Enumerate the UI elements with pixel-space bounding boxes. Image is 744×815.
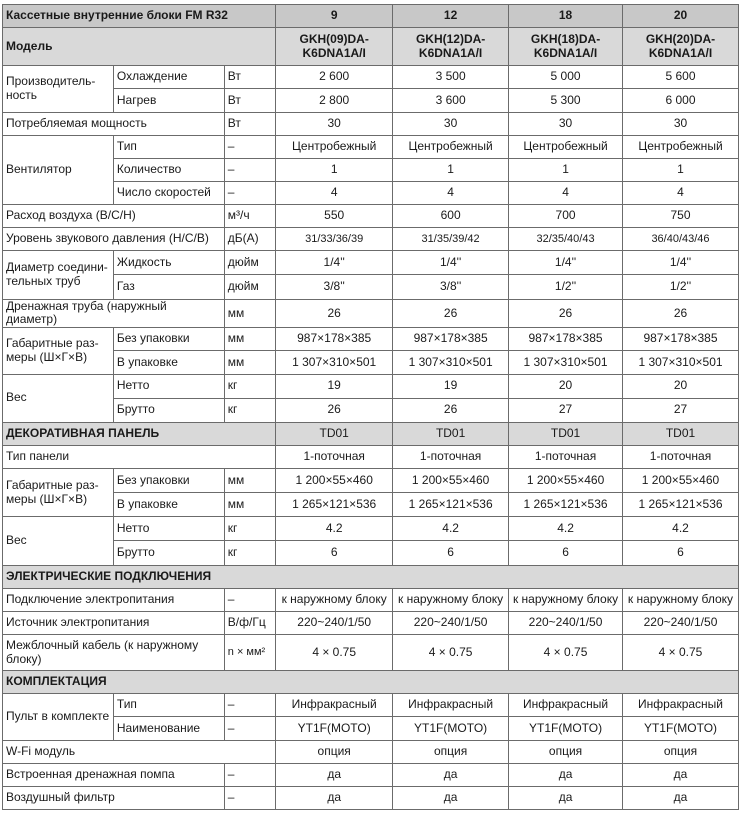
table-row bbox=[3, 717, 739, 740]
cell-value: 1/4'' bbox=[393, 251, 509, 275]
model-value: GKH(18)DA-K6DNA1A/I bbox=[509, 28, 623, 66]
cell-value: 4 × 0.75 bbox=[276, 634, 393, 670]
cell-value: Центробежный bbox=[393, 135, 509, 158]
row-label: Тип bbox=[113, 694, 224, 717]
row-unit: n × мм² bbox=[224, 634, 275, 670]
cell-value: 26 bbox=[276, 398, 393, 422]
cell-value: к наружному блоку bbox=[276, 588, 393, 611]
row-unit: м³/ч bbox=[224, 205, 275, 228]
cell-value: 1 bbox=[509, 158, 623, 181]
cell-value: 220~240/1/50 bbox=[393, 611, 509, 634]
cell-value: 1-поточная bbox=[276, 445, 393, 468]
section-title: КОМПЛЕКТАЦИЯ bbox=[3, 671, 739, 694]
cell-value: 1-поточная bbox=[393, 445, 509, 468]
row-unit: мм bbox=[224, 299, 275, 328]
row-label: Тип панели bbox=[3, 445, 276, 468]
row-unit: – bbox=[224, 763, 275, 786]
cell-value: 1 200×55×460 bbox=[623, 469, 739, 493]
section-row bbox=[3, 565, 739, 588]
cell-value: к наружному блоку bbox=[623, 588, 739, 611]
row-label: Потребляемая мощность bbox=[3, 112, 225, 135]
row-label: Без упаковки bbox=[113, 469, 224, 493]
col-header: 9 bbox=[276, 5, 393, 28]
cell-value: 600 bbox=[393, 205, 509, 228]
cell-value: 19 bbox=[276, 374, 393, 398]
row-label: Нетто bbox=[113, 517, 224, 541]
table-title: Кассетные внутренние блоки FM R32 bbox=[3, 5, 276, 28]
cell-value: 26 bbox=[623, 299, 739, 328]
cell-value: Центробежный bbox=[623, 135, 739, 158]
cell-value: 4.2 bbox=[276, 517, 393, 541]
row-unit: дБ(А) bbox=[224, 228, 275, 251]
cell-value: 550 bbox=[276, 205, 393, 228]
row-label: Расход воздуха (В/С/Н) bbox=[3, 205, 225, 228]
cell-value: YT1F(MOTO) bbox=[623, 717, 739, 740]
cell-value: 220~240/1/50 bbox=[623, 611, 739, 634]
table-row bbox=[3, 328, 739, 351]
cell-value: 4.2 bbox=[393, 517, 509, 541]
section-title: ЭЛЕКТРИЧЕСКИЕ ПОДКЛЮЧЕНИЯ bbox=[3, 565, 739, 588]
cell-value: 6 000 bbox=[623, 89, 739, 112]
cell-value: 4 bbox=[393, 181, 509, 204]
table-row bbox=[3, 275, 739, 299]
table-row bbox=[3, 205, 739, 228]
model-label: Модель bbox=[3, 28, 276, 66]
cell-value: 1 200×55×460 bbox=[276, 469, 393, 493]
row-unit: кг bbox=[224, 517, 275, 541]
cell-value: да bbox=[276, 786, 393, 809]
cell-value: 1 200×55×460 bbox=[393, 469, 509, 493]
cell-value: 3 600 bbox=[393, 89, 509, 112]
cell-value: 3/8'' bbox=[393, 275, 509, 299]
cell-value: 26 bbox=[393, 299, 509, 328]
section-row bbox=[3, 422, 739, 445]
cell-value: YT1F(MOTO) bbox=[276, 717, 393, 740]
table-row bbox=[3, 135, 739, 158]
header-row bbox=[3, 5, 739, 28]
row-label: Тип bbox=[113, 135, 224, 158]
cell-value: 6 bbox=[509, 541, 623, 565]
cell-value: 36/40/43/46 bbox=[623, 228, 739, 251]
cell-value: опция bbox=[393, 740, 509, 763]
row-label: Газ bbox=[113, 275, 224, 299]
row-label: Источник электропитания bbox=[3, 611, 225, 634]
table-row bbox=[3, 251, 739, 275]
table-row bbox=[3, 112, 739, 135]
table-row bbox=[3, 493, 739, 517]
table-row bbox=[3, 763, 739, 786]
cell-value: 31/33/36/39 bbox=[276, 228, 393, 251]
cell-value: 1 265×121×536 bbox=[393, 493, 509, 517]
row-group-label: Пульт в комплекте bbox=[3, 694, 114, 740]
row-label: Воздушный фильтр bbox=[3, 786, 225, 809]
table-row bbox=[3, 398, 739, 422]
cell-value: 1 bbox=[393, 158, 509, 181]
table-row bbox=[3, 740, 739, 763]
cell-value: 1 307×310×501 bbox=[393, 351, 509, 374]
cell-value: 1/2'' bbox=[623, 275, 739, 299]
table-row bbox=[3, 588, 739, 611]
row-label: Брутто bbox=[113, 541, 224, 565]
row-unit: – bbox=[224, 694, 275, 717]
cell-value: 27 bbox=[509, 398, 623, 422]
cell-value: 1-поточная bbox=[623, 445, 739, 468]
row-label: Межблочный кабель (к наружному блоку) bbox=[3, 634, 225, 670]
table-row bbox=[3, 299, 739, 328]
spec-table bbox=[2, 4, 739, 810]
row-group-label: Габаритные раз-меры (Ш×Г×В) bbox=[3, 469, 114, 517]
cell-value: 1/4'' bbox=[276, 251, 393, 275]
cell-value: 1 bbox=[276, 158, 393, 181]
row-group-label: Вес bbox=[3, 374, 114, 422]
row-group-label: Диаметр соедини-тельных труб bbox=[3, 251, 114, 299]
row-label: Нагрев bbox=[113, 89, 224, 112]
table-row bbox=[3, 517, 739, 541]
cell-value: 987×178×385 bbox=[623, 328, 739, 351]
table-row bbox=[3, 694, 739, 717]
cell-value: 32/35/40/43 bbox=[509, 228, 623, 251]
row-label: Жидкость bbox=[113, 251, 224, 275]
row-label: W-Fi модуль bbox=[3, 740, 276, 763]
row-label: В упаковке bbox=[113, 493, 224, 517]
table-row bbox=[3, 445, 739, 468]
row-label: Встроенная дренажная помпа bbox=[3, 763, 225, 786]
row-unit: мм bbox=[224, 328, 275, 351]
row-unit: мм bbox=[224, 493, 275, 517]
row-label: Подключение электропитания bbox=[3, 588, 225, 611]
cell-value: 4 × 0.75 bbox=[623, 634, 739, 670]
section-row bbox=[3, 671, 739, 694]
table-row bbox=[3, 611, 739, 634]
cell-value: да bbox=[276, 763, 393, 786]
cell-value: 2 800 bbox=[276, 89, 393, 112]
section-title: ДЕКОРАТИВНАЯ ПАНЕЛЬ bbox=[3, 422, 276, 445]
row-unit: кг bbox=[224, 374, 275, 398]
cell-value: 26 bbox=[393, 398, 509, 422]
row-label: Наименование bbox=[113, 717, 224, 740]
model-value: GKH(12)DA-K6DNA1A/I bbox=[393, 28, 509, 66]
row-unit: – bbox=[224, 588, 275, 611]
cell-value: 987×178×385 bbox=[393, 328, 509, 351]
row-unit: В/ф/Гц bbox=[224, 611, 275, 634]
cell-value: 1 bbox=[623, 158, 739, 181]
row-unit: – bbox=[224, 158, 275, 181]
cell-value: Инфракрасный bbox=[509, 694, 623, 717]
row-unit: Вт bbox=[224, 89, 275, 112]
row-group-label: Габаритные раз-меры (Ш×Г×В) bbox=[3, 328, 114, 374]
row-group-label: Производитель-ность bbox=[3, 66, 114, 112]
cell-value: TD01 bbox=[276, 422, 393, 445]
model-value: GKH(20)DA-K6DNA1A/I bbox=[623, 28, 739, 66]
row-unit: мм bbox=[224, 469, 275, 493]
cell-value: 4 bbox=[623, 181, 739, 204]
table-row bbox=[3, 228, 739, 251]
table-row bbox=[3, 541, 739, 565]
cell-value: 5 000 bbox=[509, 66, 623, 89]
row-unit: Вт bbox=[224, 112, 275, 135]
cell-value: 4.2 bbox=[509, 517, 623, 541]
row-label: В упаковке bbox=[113, 351, 224, 374]
cell-value: YT1F(MOTO) bbox=[509, 717, 623, 740]
cell-value: 4 × 0.75 bbox=[509, 634, 623, 670]
cell-value: 1/2'' bbox=[509, 275, 623, 299]
row-label: Дренажная труба (наружный диаметр) bbox=[3, 299, 225, 328]
cell-value: 1 307×310×501 bbox=[623, 351, 739, 374]
cell-value: да bbox=[623, 786, 739, 809]
table-row bbox=[3, 66, 739, 89]
model-value: GKH(09)DA-K6DNA1A/I bbox=[276, 28, 393, 66]
cell-value: Инфракрасный bbox=[393, 694, 509, 717]
model-row bbox=[3, 28, 739, 66]
cell-value: Центробежный bbox=[509, 135, 623, 158]
row-unit: – bbox=[224, 135, 275, 158]
row-label: Число скоростей bbox=[113, 181, 224, 204]
cell-value: 1/4'' bbox=[623, 251, 739, 275]
cell-value: 4 bbox=[276, 181, 393, 204]
cell-value: 987×178×385 bbox=[509, 328, 623, 351]
cell-value: 750 bbox=[623, 205, 739, 228]
row-label: Охлаждение bbox=[113, 66, 224, 89]
cell-value: 30 bbox=[509, 112, 623, 135]
row-unit: Вт bbox=[224, 66, 275, 89]
cell-value: 4 × 0.75 bbox=[393, 634, 509, 670]
row-label: Нетто bbox=[113, 374, 224, 398]
cell-value: 220~240/1/50 bbox=[276, 611, 393, 634]
col-header: 12 bbox=[393, 5, 509, 28]
cell-value: YT1F(MOTO) bbox=[393, 717, 509, 740]
cell-value: 30 bbox=[393, 112, 509, 135]
cell-value: 31/35/39/42 bbox=[393, 228, 509, 251]
col-header: 20 bbox=[623, 5, 739, 28]
cell-value: Инфракрасный bbox=[623, 694, 739, 717]
table-row bbox=[3, 786, 739, 809]
cell-value: 27 bbox=[623, 398, 739, 422]
col-header: 18 bbox=[509, 5, 623, 28]
cell-value: 26 bbox=[509, 299, 623, 328]
cell-value: опция bbox=[623, 740, 739, 763]
cell-value: 220~240/1/50 bbox=[509, 611, 623, 634]
cell-value: к наружному блоку bbox=[393, 588, 509, 611]
table-row bbox=[3, 351, 739, 374]
cell-value: 1 200×55×460 bbox=[509, 469, 623, 493]
table-row bbox=[3, 634, 739, 670]
cell-value: опция bbox=[509, 740, 623, 763]
cell-value: 5 300 bbox=[509, 89, 623, 112]
cell-value: TD01 bbox=[623, 422, 739, 445]
cell-value: 4 bbox=[509, 181, 623, 204]
cell-value: 20 bbox=[509, 374, 623, 398]
cell-value: 1 307×310×501 bbox=[276, 351, 393, 374]
cell-value: Центробежный bbox=[276, 135, 393, 158]
row-group-label: Вентилятор bbox=[3, 135, 114, 204]
cell-value: 3 500 bbox=[393, 66, 509, 89]
cell-value: 20 bbox=[623, 374, 739, 398]
row-unit: мм bbox=[224, 351, 275, 374]
row-unit: – bbox=[224, 181, 275, 204]
cell-value: 987×178×385 bbox=[276, 328, 393, 351]
cell-value: 1 307×310×501 bbox=[509, 351, 623, 374]
cell-value: 1 265×121×536 bbox=[623, 493, 739, 517]
cell-value: опция bbox=[276, 740, 393, 763]
cell-value: да bbox=[623, 763, 739, 786]
cell-value: 30 bbox=[623, 112, 739, 135]
cell-value: 5 600 bbox=[623, 66, 739, 89]
cell-value: да bbox=[509, 763, 623, 786]
cell-value: TD01 bbox=[509, 422, 623, 445]
cell-value: 6 bbox=[623, 541, 739, 565]
row-unit: дюйм bbox=[224, 275, 275, 299]
table-row bbox=[3, 158, 739, 181]
cell-value: 1/4'' bbox=[509, 251, 623, 275]
row-unit: кг bbox=[224, 398, 275, 422]
cell-value: да bbox=[393, 786, 509, 809]
row-unit: – bbox=[224, 717, 275, 740]
cell-value: 3/8'' bbox=[276, 275, 393, 299]
cell-value: 700 bbox=[509, 205, 623, 228]
row-label: Количество bbox=[113, 158, 224, 181]
row-label: Без упаковки bbox=[113, 328, 224, 351]
row-label: Брутто bbox=[113, 398, 224, 422]
table-row bbox=[3, 89, 739, 112]
cell-value: TD01 bbox=[393, 422, 509, 445]
cell-value: 6 bbox=[393, 541, 509, 565]
table-row bbox=[3, 374, 739, 398]
cell-value: к наружному блоку bbox=[509, 588, 623, 611]
cell-value: 30 bbox=[276, 112, 393, 135]
row-unit: – bbox=[224, 786, 275, 809]
cell-value: 2 600 bbox=[276, 66, 393, 89]
cell-value: да bbox=[393, 763, 509, 786]
table-row bbox=[3, 181, 739, 204]
cell-value: 4.2 bbox=[623, 517, 739, 541]
cell-value: Инфракрасный bbox=[276, 694, 393, 717]
table-row bbox=[3, 469, 739, 493]
row-unit: кг bbox=[224, 541, 275, 565]
cell-value: 1-поточная bbox=[509, 445, 623, 468]
cell-value: 6 bbox=[276, 541, 393, 565]
cell-value: 26 bbox=[276, 299, 393, 328]
cell-value: 1 265×121×536 bbox=[276, 493, 393, 517]
row-label: Уровень звукового давления (Н/С/В) bbox=[3, 228, 225, 251]
cell-value: 1 265×121×536 bbox=[509, 493, 623, 517]
row-unit: дюйм bbox=[224, 251, 275, 275]
row-group-label: Вес bbox=[3, 517, 114, 565]
cell-value: да bbox=[509, 786, 623, 809]
cell-value: 19 bbox=[393, 374, 509, 398]
